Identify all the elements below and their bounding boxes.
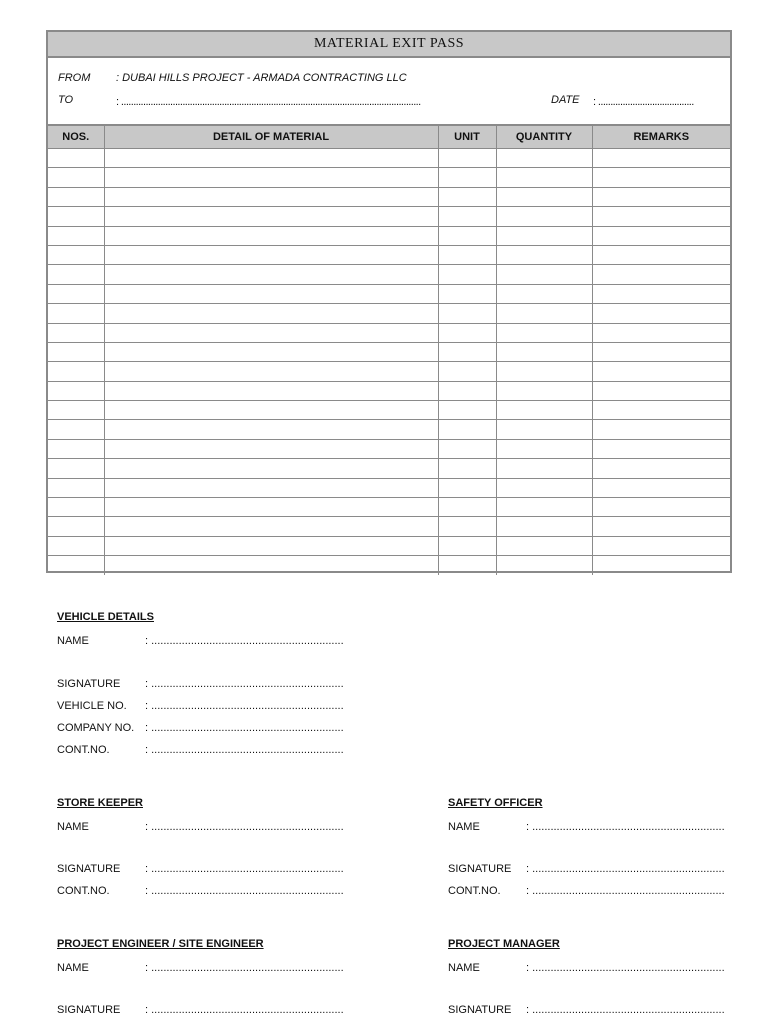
remarks-cell[interactable] [592,187,730,206]
table-row [48,265,730,284]
remarks-cell[interactable] [592,304,730,323]
nos-cell[interactable] [48,304,104,323]
unit-cell[interactable] [438,478,496,497]
project-manager-title: PROJECT MANAGER [448,938,560,950]
quantity-cell[interactable] [496,478,592,497]
col-header-nos: NOS. [48,125,104,149]
table-row [48,420,730,439]
detail-cell[interactable] [104,478,438,497]
detail-cell[interactable] [104,439,438,458]
unit-cell[interactable] [438,245,496,264]
detail-cell[interactable] [104,207,438,226]
quantity-cell[interactable] [496,517,592,536]
detail-cell[interactable] [104,420,438,439]
quantity-cell[interactable] [496,207,592,226]
nos-cell[interactable] [48,207,104,226]
quantity-cell[interactable] [496,420,592,439]
table-row [48,536,730,555]
remarks-cell[interactable] [592,401,730,420]
table-row [48,478,730,497]
remarks-cell[interactable] [592,265,730,284]
col-header-unit: UNIT [438,125,496,149]
remarks-cell[interactable] [592,226,730,245]
nos-cell[interactable] [48,265,104,284]
detail-cell[interactable] [104,323,438,342]
remarks-cell[interactable] [592,536,730,555]
remarks-cell[interactable] [592,478,730,497]
nos-cell[interactable] [48,245,104,264]
table-row [48,401,730,420]
header-info [48,58,730,124]
unit-cell[interactable] [438,556,496,575]
table-row [48,381,730,400]
unit-cell[interactable] [438,381,496,400]
remarks-cell[interactable] [592,149,730,168]
table-row [48,187,730,206]
project-engineer-name-field[interactable]: : ............................................................... [145,962,344,974]
remarks-cell[interactable] [592,207,730,226]
table-row [48,304,730,323]
project-manager-name-field[interactable]: : ............................................................... [526,962,725,974]
nos-cell[interactable] [48,187,104,206]
unit-cell[interactable] [438,265,496,284]
vehicle-details-title: VEHICLE DETAILS [57,611,154,623]
vehicle-cont-no-label: CONT.NO. [57,744,110,756]
unit-cell[interactable] [438,498,496,517]
remarks-cell[interactable] [592,498,730,517]
quantity-cell[interactable] [496,187,592,206]
detail-cell[interactable] [104,265,438,284]
quantity-cell[interactable] [496,362,592,381]
detail-cell[interactable] [104,556,438,575]
table-row [48,517,730,536]
remarks-cell[interactable] [592,381,730,400]
remarks-cell[interactable] [592,323,730,342]
nos-cell[interactable] [48,149,104,168]
quantity-cell[interactable] [496,401,592,420]
project-engineer-signature-field[interactable]: : ............................................................... [145,1004,344,1016]
remarks-cell[interactable] [592,459,730,478]
unit-cell[interactable] [438,459,496,478]
nos-cell[interactable] [48,226,104,245]
unit-cell[interactable] [438,304,496,323]
store-keeper-name-field[interactable]: : ............................................................... [145,821,344,833]
table-row [48,323,730,342]
to-label: TO [58,94,74,106]
remarks-cell[interactable] [592,420,730,439]
unit-cell[interactable] [438,362,496,381]
store-keeper-title: STORE KEEPER [57,797,143,809]
unit-cell[interactable] [438,187,496,206]
date-field[interactable]: : ....................................... [593,96,694,108]
table-row [48,362,730,381]
quantity-cell[interactable] [496,381,592,400]
store-keeper-cont-no-label: CONT.NO. [57,885,110,897]
safety-officer-signature-field[interactable]: : ............................................................... [526,863,725,875]
vehicle-name-label: NAME [57,635,89,647]
quantity-cell[interactable] [496,323,592,342]
nos-cell[interactable] [48,401,104,420]
detail-cell[interactable] [104,401,438,420]
nos-cell[interactable] [48,284,104,303]
table-row [48,207,730,226]
nos-cell[interactable] [48,362,104,381]
detail-cell[interactable] [104,187,438,206]
quantity-cell[interactable] [496,245,592,264]
safety-officer-cont-no-field[interactable]: : ............................................................... [526,885,725,897]
unit-cell[interactable] [438,323,496,342]
project-engineer-name-label: NAME [57,962,89,974]
material-table [48,124,730,575]
quantity-cell[interactable] [496,498,592,517]
nos-cell[interactable] [48,439,104,458]
store-keeper-signature-label: SIGNATURE [57,863,121,875]
detail-cell[interactable] [104,362,438,381]
unit-cell[interactable] [438,168,496,187]
unit-cell[interactable] [438,342,496,361]
unit-cell[interactable] [438,439,496,458]
detail-cell[interactable] [104,226,438,245]
detail-cell[interactable] [104,536,438,555]
detail-cell[interactable] [104,284,438,303]
quantity-cell[interactable] [496,284,592,303]
detail-cell[interactable] [104,168,438,187]
from-value: : DUBAI HILLS PROJECT - ARMADA CONTRACTING LLC [116,72,407,84]
table-row [48,284,730,303]
safety-officer-name-field[interactable]: : ............................................................... [526,821,725,833]
unit-cell[interactable] [438,401,496,420]
unit-cell[interactable] [438,149,496,168]
safety-officer-name-label: NAME [448,821,480,833]
quantity-cell[interactable] [496,265,592,284]
nos-cell[interactable] [48,536,104,555]
nos-cell[interactable] [48,478,104,497]
company-no-label: COMPANY NO. [57,722,135,734]
table-header-row [48,125,730,149]
detail-cell[interactable] [104,381,438,400]
detail-cell[interactable] [104,304,438,323]
project-manager-signature-field[interactable]: : ............................................................... [526,1004,725,1016]
nos-cell[interactable] [48,323,104,342]
quantity-cell[interactable] [496,459,592,478]
detail-cell[interactable] [104,149,438,168]
unit-cell[interactable] [438,536,496,555]
quantity-cell[interactable] [496,304,592,323]
project-manager-name-label: NAME [448,962,480,974]
detail-cell[interactable] [104,245,438,264]
nos-cell[interactable] [48,381,104,400]
to-field[interactable]: : .......................................................................................................................... [116,96,421,108]
table-row [48,149,730,168]
col-header-remarks: REMARKS [592,125,730,149]
vehicle-name-field[interactable]: : ............................................................... [145,635,344,647]
detail-cell[interactable] [104,342,438,361]
vehicle-no-field[interactable]: : ............................................................... [145,700,344,712]
quantity-cell[interactable] [496,556,592,575]
safety-officer-cont-no-label: CONT.NO. [448,885,501,897]
table-row [48,226,730,245]
unit-cell[interactable] [438,284,496,303]
quantity-cell[interactable] [496,149,592,168]
remarks-cell[interactable] [592,245,730,264]
project-manager-signature-label: SIGNATURE [448,1004,512,1016]
table-row [48,498,730,517]
remarks-cell[interactable] [592,439,730,458]
quantity-cell[interactable] [496,439,592,458]
table-row [48,168,730,187]
col-header-quantity: QUANTITY [496,125,592,149]
col-header-detail: DETAIL OF MATERIAL [104,125,438,149]
store-keeper-name-label: NAME [57,821,89,833]
table-row [48,439,730,458]
detail-cell[interactable] [104,498,438,517]
from-label: FROM [58,72,91,84]
unit-cell[interactable] [438,420,496,439]
table-row [48,342,730,361]
detail-cell[interactable] [104,459,438,478]
nos-cell[interactable] [48,420,104,439]
remarks-cell[interactable] [592,284,730,303]
remarks-cell[interactable] [592,342,730,361]
material-exit-pass-form [46,30,732,573]
remarks-cell[interactable] [592,362,730,381]
vehicle-signature-label: SIGNATURE [57,678,121,690]
project-engineer-signature-label: SIGNATURE [57,1004,121,1016]
quantity-cell[interactable] [496,168,592,187]
detail-cell[interactable] [104,517,438,536]
remarks-cell[interactable] [592,517,730,536]
table-row [48,459,730,478]
form-title: MATERIAL EXIT PASS [48,32,730,58]
nos-cell[interactable] [48,168,104,187]
unit-cell[interactable] [438,517,496,536]
nos-cell[interactable] [48,459,104,478]
vehicle-signature-field[interactable]: : ............................................................... [145,678,344,690]
nos-cell[interactable] [48,517,104,536]
table-body [48,149,730,575]
remarks-cell[interactable] [592,556,730,575]
vehicle-cont-no-field[interactable]: : ............................................................... [145,744,344,756]
safety-officer-signature-label: SIGNATURE [448,863,512,875]
quantity-cell[interactable] [496,536,592,555]
vehicle-no-label: VEHICLE NO. [57,700,127,712]
unit-cell[interactable] [438,226,496,245]
safety-officer-title: SAFETY OFFICER [448,797,543,809]
date-label: DATE [551,94,580,106]
table-row [48,245,730,264]
store-keeper-cont-no-field[interactable]: : ............................................................... [145,885,344,897]
company-no-field[interactable]: : ............................................................... [145,722,344,734]
quantity-cell[interactable] [496,342,592,361]
table-row [48,556,730,575]
remarks-cell[interactable] [592,168,730,187]
unit-cell[interactable] [438,207,496,226]
quantity-cell[interactable] [496,226,592,245]
nos-cell[interactable] [48,342,104,361]
nos-cell[interactable] [48,498,104,517]
nos-cell[interactable] [48,556,104,575]
project-engineer-title: PROJECT ENGINEER / SITE ENGINEER [57,938,264,950]
store-keeper-signature-field[interactable]: : ............................................................... [145,863,344,875]
